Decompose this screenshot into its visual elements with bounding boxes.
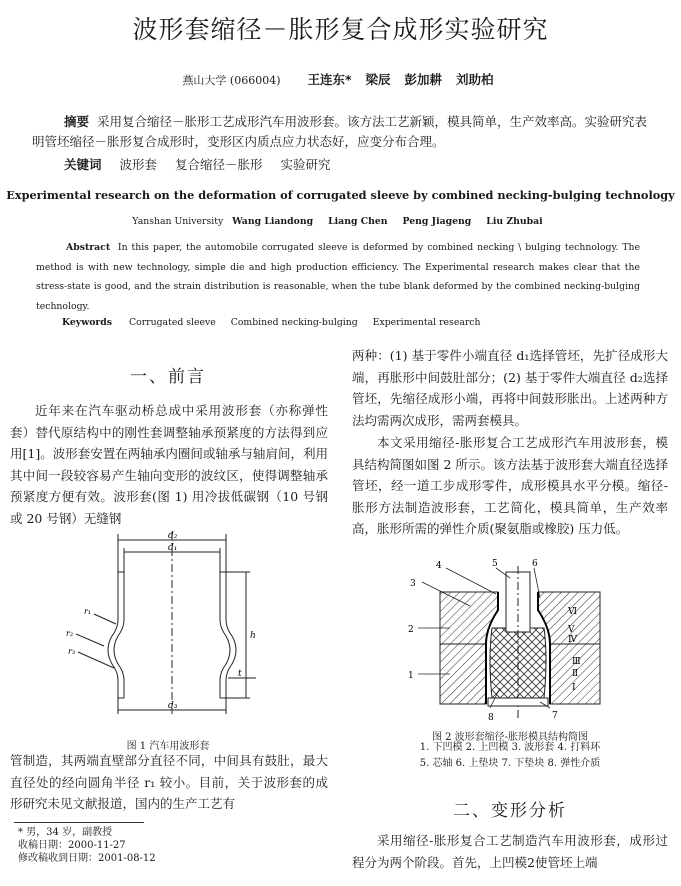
- footnote-rule: [14, 822, 144, 823]
- footnote: [18, 826, 156, 865]
- english-author-name: Wang Liandong: [232, 216, 314, 227]
- abstract-label: 摘要: [64, 114, 90, 129]
- section-heading-deformation-analysis: 二、变形分析: [453, 801, 567, 821]
- label-d1: d₁: [168, 543, 178, 553]
- keyword: 复合缩径－胀形: [175, 157, 263, 172]
- label-h: h: [250, 631, 256, 641]
- affiliation: 燕山大学 (066004): [182, 74, 281, 87]
- fig2-zone-5: Ⅴ: [568, 625, 575, 635]
- figure-1-corrugated-sleeve: [60, 528, 290, 720]
- english-author-name: Liu Zhubai: [486, 216, 543, 227]
- intro-paragraph: 近年来在汽车驱动桥总成中采用波形套（亦称弹性套）替代原结构中的刚性套调整轴承预紧度的方法得到应用[1]。波形套安置在两轴承内圈间或轴承与轴肩间，利用其中间一段较容易产生轴向变形的波纹区，使得调整轴承预紧度方便有效。波形套(图 1) 用冷拔低碳钢（10 号钢或 20 号钢）无缝钢: [10, 403, 328, 526]
- fig2-number-3: 3: [410, 579, 416, 589]
- figure-2-caption: 图 2 波形套缩径-胀形模具结构简图: [431, 732, 589, 743]
- author-name: 刘助柏: [456, 72, 494, 87]
- fig2-number-5: 5: [492, 559, 498, 569]
- english-keyword: Combined necking-bulging: [230, 317, 358, 328]
- label-d3: d₃: [168, 701, 178, 711]
- author-name: 彭加耕: [404, 72, 443, 87]
- chinese-abstract: [32, 112, 652, 152]
- fig2-number-2: 2: [408, 625, 414, 635]
- keywords-label: 关键词: [64, 157, 102, 172]
- english-author-name: Liang Chen: [328, 216, 388, 227]
- english-author-line: [0, 216, 681, 227]
- abstract-text: 采用复合缩径－胀形工艺成形汽车用波形套。该方法工艺新颖，模具简单，生产效率高。实验研究表明管坯缩径－胀形复合成形时，变形区内质点应力状态好，应变分布合理。: [32, 114, 647, 149]
- fig2-number-7: 7: [552, 711, 558, 721]
- fig2-number-1: 1: [408, 671, 414, 681]
- fig2-number-4: 4: [436, 561, 442, 571]
- figure-2-die-structure: [400, 558, 640, 726]
- intro-paragraph-continued: 管制造，其两端直壁部分直径不同，中间具有鼓肚，最大直径处的经向圆角半径 r₁ 较小。目前，关于波形套的成形研究未见文献报道，国内的生产工艺有: [10, 753, 328, 811]
- figure-1-caption: 图 1 汽车用波形套: [126, 741, 210, 752]
- figure-2-legend-line: 1. 下凹模 2. 上凹模 3. 波形套 4. 打料环: [419, 742, 601, 753]
- english-title: Experimental research on the deformation of corrugated sleeve by combined necking-bulging technology: [6, 188, 675, 202]
- figure-2-legend: [345, 740, 675, 772]
- english-abstract-text: In this paper, the automobile corrugated sleeve is deformed by combined necking \ bulging technology. The method is with new technology, simple die and high production efficiency. The Experimental research makes clear that the stress-state is good, and the strain distribution is reasonable, when the tube blank deformed by the combined necking-bulging technology.: [36, 242, 640, 312]
- fig2-zone-1: Ⅰ: [572, 683, 576, 693]
- fig2-zone-6: Ⅵ: [568, 607, 578, 617]
- fig2-zone-3: Ⅲ: [572, 657, 581, 667]
- author-name: 梁辰: [365, 72, 391, 87]
- english-abstract-label: Abstract: [66, 242, 111, 253]
- english-keywords-label: Keywords: [62, 317, 113, 328]
- keyword: 实验研究: [280, 157, 331, 172]
- label-r1: r₁: [84, 607, 92, 616]
- paper-title: 波形套缩径－胀形复合成形实验研究: [132, 15, 549, 44]
- english-author-name: Peng Jiageng: [402, 216, 472, 227]
- english-abstract: [36, 238, 640, 316]
- fig2-number-6: 6: [532, 559, 538, 569]
- footnote-revised-date: 修改稿收到日期：2001-08-12: [18, 853, 156, 864]
- author-name: 王连东*: [307, 72, 352, 87]
- label-d2: d₂: [168, 531, 178, 541]
- english-keyword: Experimental research: [372, 317, 481, 328]
- footnote-author-info: * 男，34 岁，副教授: [18, 827, 113, 838]
- label-r2: r₂: [66, 629, 74, 638]
- section-heading-introduction: 一、前言: [130, 367, 206, 387]
- fig2-zone-2: Ⅱ: [572, 669, 579, 679]
- english-keywords: [62, 317, 493, 328]
- method-paragraph-2: 本文采用缩径-胀形复合工艺成形汽车用波形套，模具结构简图如图 2 所示。该方法基于波形套大端直径选择管坯，经一道工步成形零件，成形模具水平分模。缩径-胀形方法制造波形套，工艺简化，模具简单，生产效率高，胀形所需的弹性介质(聚氨脂或橡胶) 压力低。: [352, 435, 668, 536]
- english-keyword: Corrugated sleeve: [129, 317, 216, 328]
- label-t: t: [238, 669, 242, 679]
- keyword: 波形套: [119, 157, 158, 172]
- fig2-number-8: 8: [488, 713, 494, 723]
- figure-2-legend-line: 5. 芯轴 6. 上垫块 7. 下垫块 8. 弹性介质: [419, 758, 601, 769]
- upper-die-left: [440, 592, 498, 644]
- lower-pad: [488, 698, 548, 706]
- label-r3: r₃: [68, 647, 76, 656]
- deformation-paragraph: 采用缩径-胀形复合工艺制造汽车用波形套，成形过程分为两个阶段。首先，上凹模2使管坯上端: [352, 833, 668, 870]
- fig2-zone-4: Ⅳ: [568, 635, 577, 645]
- english-affiliation: Yanshan University: [132, 216, 224, 227]
- author-line: [0, 70, 681, 88]
- footnote-received-date: 收稿日期：2000-11-27: [18, 840, 126, 851]
- chinese-keywords: [64, 155, 345, 173]
- method-paragraph: 两种：(1) 基于零件小端直径 d₁选择管坯，先扩径成形大端，再胀形中间鼓肚部分；(2) 基于零件大端直径 d₂选择管坯，先缩径成形小端，再将中间鼓形胀出。上述两种方法均需两次成形，需两套模具。: [352, 348, 668, 428]
